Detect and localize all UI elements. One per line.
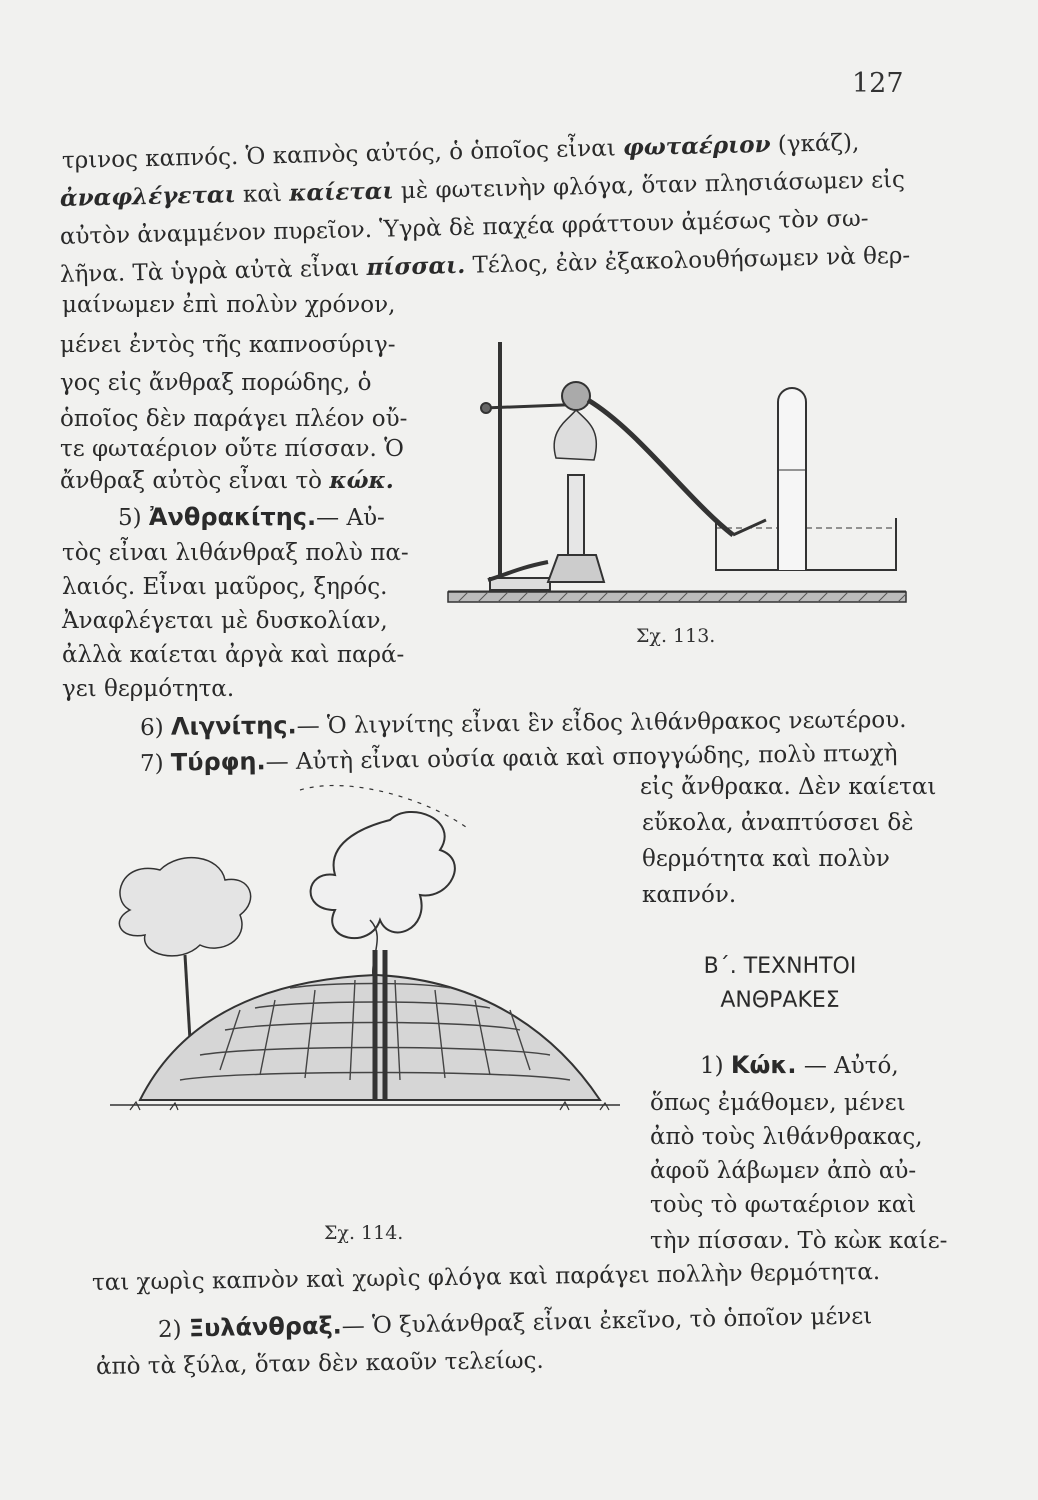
section-heading-line: ΑΝΘΡΑΚΕΣ	[720, 988, 840, 1013]
text-line: ἀλλὰ καίεται ἀργὰ καὶ παρά-	[62, 642, 405, 668]
text-run: 2)	[157, 1316, 190, 1343]
text-line: μένει ἐντὸς τῆς καπνοσύριγ-	[60, 332, 396, 358]
text-line: ται χωρὶς καπνὸν καὶ χωρὶς φλόγα καὶ παράγει πολλὴν θερμότητα.	[91, 1258, 881, 1296]
text-run: ἄνθραξ αὐτὸς εἶναι τὸ	[60, 468, 330, 494]
text-line: τοὺς τὸ φωταέριον καὶ	[650, 1192, 917, 1218]
text-line	[60, 466, 394, 496]
text-line: αὐτὸν ἀναμμένον πυρεῖον. Ὑγρὰ δὲ παχέα φράττουν ἀμέσως τὸν σω-	[59, 205, 869, 250]
figure-113-caption: Σχ. 113.	[636, 625, 716, 647]
text-line: ἀπὸ τοὺς λιθάνθρακας,	[650, 1124, 923, 1150]
text-run: 7)	[139, 750, 172, 777]
text-line: εἰς ἄνθρακα. Δὲν καίεται	[640, 774, 937, 800]
heading-term: Λιγνίτης.	[170, 711, 297, 741]
text-line: λαιός. Εἶναι μαῦρος, ξηρός.	[62, 574, 388, 600]
text-run: — Αὐτὴ εἶναι οὐσία φαιὰ καὶ σπογγώδης, πολὺ πτωχὴ	[265, 740, 898, 776]
text-line: Ἀναφλέγεται μὲ δυσκολίαν,	[62, 608, 388, 634]
text-line: θερμότητα καὶ πολὺν	[642, 846, 890, 872]
text-run: (γκάζ),	[770, 129, 860, 158]
text-line: καπνόν.	[642, 882, 737, 908]
emphasis-term: καίεται	[288, 177, 394, 207]
emphasis-term: κώκ.	[329, 467, 394, 494]
figure-113-apparatus	[448, 330, 908, 610]
text-line	[140, 704, 907, 743]
text-line: γος εἰς ἄνθραξ πορώδης, ὁ	[60, 370, 372, 396]
text-run: λῆνα. Τὰ ὑγρὰ αὐτὰ εἶναι	[59, 255, 367, 288]
text-run: τρινος καπνός. Ὁ καπνὸς αὐτός, ὁ ὁποῖος εἶναι	[61, 135, 624, 174]
text-line: ἀπὸ τὰ ξύλα, ὅταν δὲν καοῦν τελείως.	[95, 1347, 544, 1380]
emphasis-term: ἀναφλέγεται	[59, 181, 236, 212]
text-run: καὶ	[235, 180, 290, 209]
text-line: μαίνωμεν ἐπὶ πολὺν χρόνον,	[62, 292, 396, 318]
text-run: μὲ φωτεινὴν φλόγα, ὅταν πλησιάσωμεν εἰς	[393, 166, 906, 205]
page-number: 127	[852, 68, 904, 99]
text-run: 5)	[118, 505, 149, 531]
text-line: γει θερμότητα.	[62, 676, 235, 702]
text-run: Τέλος, ἐὰν ἐξακολουθήσωμεν νὰ θερ-	[464, 242, 911, 279]
text-line: ὁποῖος δὲν παράγει πλέον οὔ-	[60, 406, 408, 432]
heading-term: Κώκ.	[730, 1051, 797, 1079]
text-run: — Αὐ-	[316, 505, 385, 531]
text-line: ὅπως ἐμάθομεν, μένει	[650, 1090, 906, 1116]
text-run: 1)	[700, 1053, 731, 1079]
text-run: 6)	[139, 714, 172, 741]
heading-term: Ξυλάνθραξ.	[188, 1311, 343, 1343]
emphasis-term: πίσσαι.	[366, 251, 466, 282]
text-line	[700, 1050, 899, 1081]
text-line: τὸς εἶναι λιθάνθραξ πολὺ πα-	[62, 540, 409, 566]
text-line	[158, 1300, 873, 1345]
figure-114-charcoal-mound	[90, 780, 630, 1200]
text-line: εὔκολα, ἀναπτύσσει δὲ	[642, 810, 914, 836]
heading-term: Ἀνθρακίτης.	[148, 503, 317, 531]
text-run: — Ὁ ξυλάνθραξ εἶναι ἐκεῖνο, τὸ ὁποῖον μένει	[341, 1303, 873, 1340]
figure-114-caption: Σχ. 114.	[324, 1222, 404, 1244]
section-heading	[640, 950, 920, 1018]
heading-term: Τύρφη.	[170, 747, 266, 777]
section-heading-line: Β΄. ΤΕΧΝΗΤΟΙ	[703, 954, 857, 979]
text-line: ἀφοῦ λάβωμεν ἀπὸ αὐ-	[650, 1158, 917, 1184]
text-line: τε φωταέριον οὔτε πίσσαν. Ὁ	[60, 436, 404, 462]
text-line: τὴν πίσσαν. Τὸ κὼκ καίε-	[650, 1228, 948, 1254]
emphasis-term: φωταέριον	[622, 130, 771, 162]
text-run: — Αὐτό,	[796, 1053, 899, 1079]
text-line	[118, 502, 385, 533]
text-run: — Ὁ λιγνίτης εἶναι ἓν εἶδος λιθάνθρακος νεωτέρου.	[296, 706, 907, 740]
